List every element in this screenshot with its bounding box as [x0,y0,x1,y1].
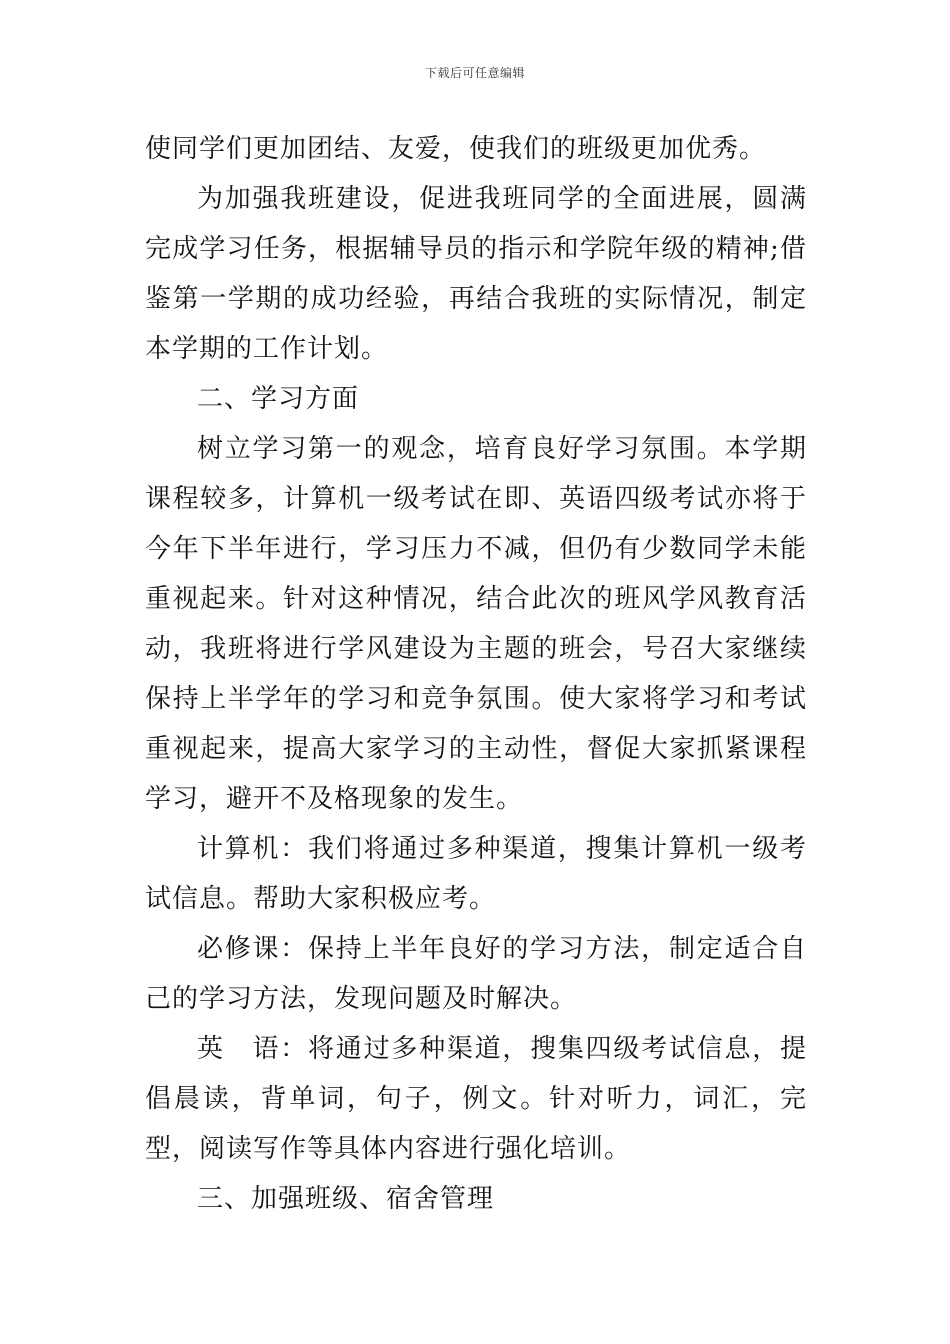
paragraph-english: 英 语：将通过多种渠道，搜集四级考试信息，提倡晨读，背单词，句子，例文。针对听力，词汇，完型，阅读写作等具体内容进行强化培训。 [145,1034,807,1164]
section-heading-study: 二、学习方面 [197,384,360,414]
paragraph-required-courses: 必修课：保持上半年良好的学习方法，制定适合自己的学习方法，发现问题及时解决。 [145,934,807,1014]
paragraph-intro: 为加强我班建设，促进我班同学的全面进展，圆满完成学习任务，根据辅导员的指示和学院年级的精神;借鉴第一学期的成功经验，再结合我班的实际情况，制定本学期的工作计划。 [145,184,807,364]
document-body [145,124,807,1224]
paragraph-continuation: 使同学们更加团结、友爱，使我们的班级更加优秀。 [145,134,767,164]
section-heading-management: 三、加强班级、宿舍管理 [197,1184,495,1214]
page-header-note: 下载后可任意编辑 [424,66,525,80]
paragraph-computer: 计算机：我们将通过多种渠道，搜集计算机一级考试信息。帮助大家积极应考。 [145,834,807,914]
paragraph-study: 树立学习第一的观念，培育良好学习氛围。本学期课程较多，计算机一级考试在即、英语四级考试亦将于今年下半年进行，学习压力不减，但仍有少数同学未能重视起来。针对这种情况，结合此次的班风学风教育活动，我班将进行学风建设为主题的班会，号召大家继续保持上半学年的学习和竞争氛围。使大家将学习和考试重视起来，提高大家学习的主动性，督促大家抓紧课程学习，避开不及格现象的发生。 [145,434,807,814]
